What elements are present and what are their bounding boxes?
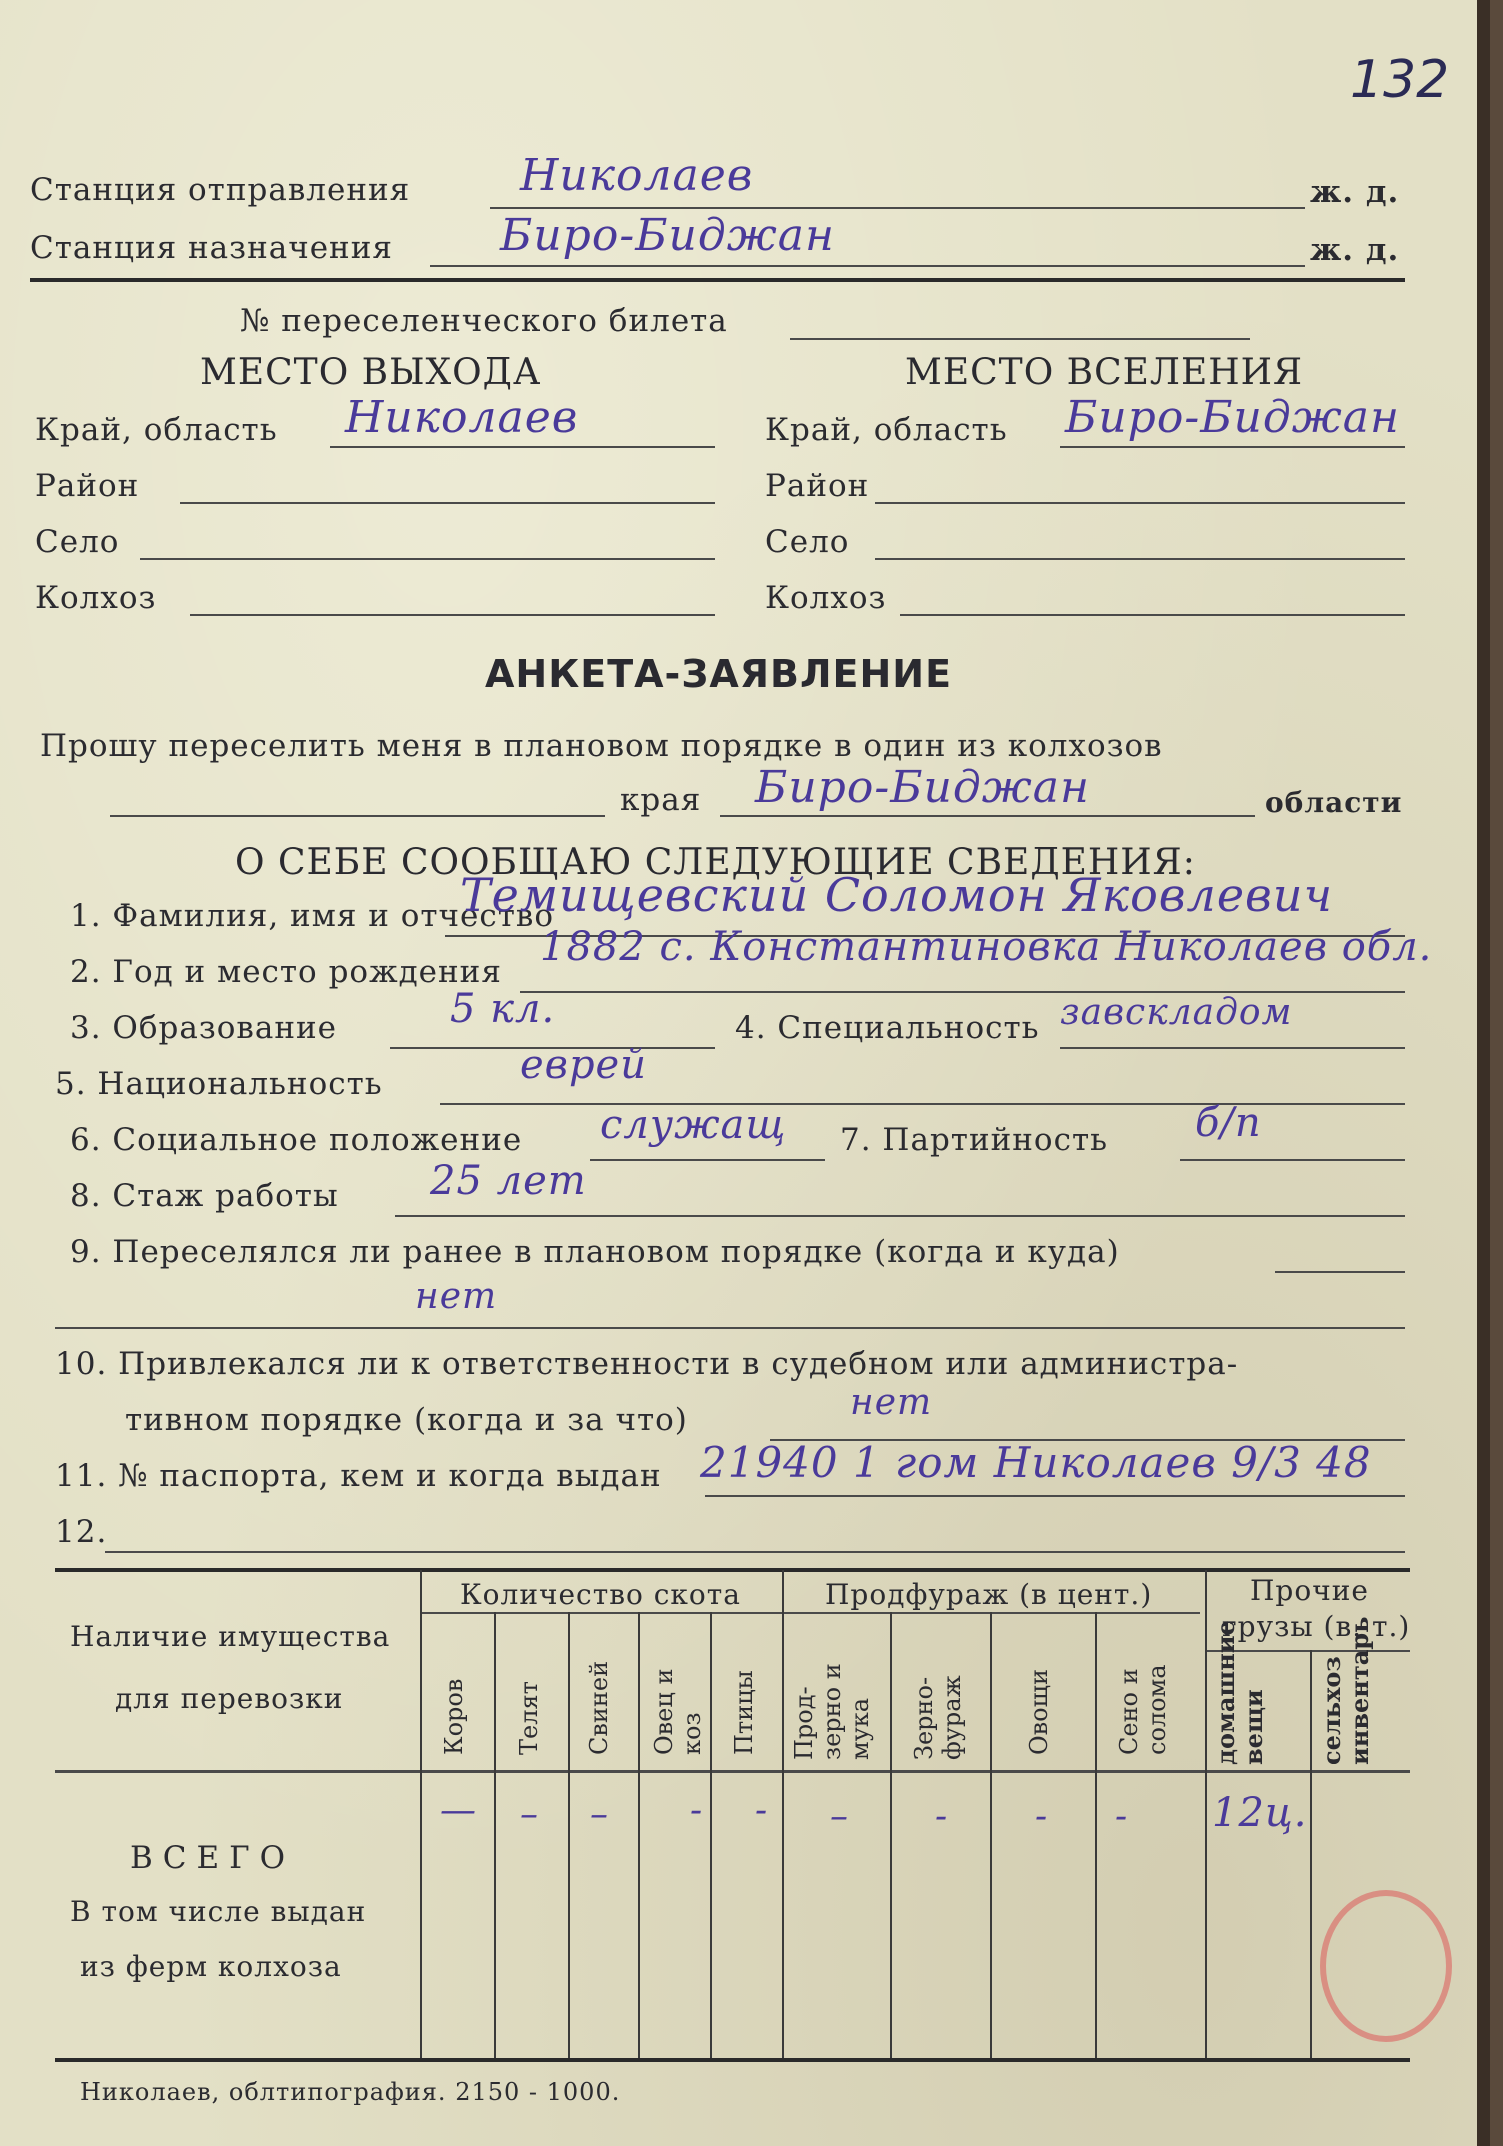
table-group-other-2: грузы (в. т.) <box>1222 1610 1411 1643</box>
field-3-value: 5 кл. <box>450 986 556 1032</box>
kray-label: края <box>620 782 702 818</box>
total-hay: - <box>1115 1796 1129 1837</box>
col-sheep-goats: Овец и коз <box>650 1668 706 1755</box>
settle-village-line <box>875 558 1405 560</box>
exit-kolkhoz-label: Колхоз <box>35 580 157 616</box>
col-farm-tools: сельхоз инвентарь <box>1317 1616 1374 1765</box>
destination-value: Биро-Биджан <box>500 210 835 261</box>
ticket-label: № переселенческого билета <box>240 303 728 339</box>
field-7-line <box>1180 1159 1405 1161</box>
total-sheep: - <box>690 1790 704 1831</box>
exit-district-line <box>180 502 715 504</box>
incl-label-1: В том числе выдан <box>70 1895 367 1928</box>
field-12-label: 12. <box>55 1514 108 1550</box>
field-5-label: 5. Национальность <box>55 1066 383 1102</box>
settle-kolkhoz-line <box>900 614 1405 616</box>
departure-rail-suffix: ж. д. <box>1310 174 1400 210</box>
ticket-line <box>790 338 1250 340</box>
total-calves: – <box>520 1794 539 1835</box>
destination-rail-suffix: ж. д. <box>1310 232 1400 268</box>
col-pigs: Свиней <box>585 1660 613 1755</box>
table-group-fodder: Продфураж (в цент.) <box>825 1578 1153 1611</box>
field-4-label: 4. Специальность <box>735 1010 1040 1046</box>
info-heading: О СЕБЕ СООБЩАЮ СЛЕДУЮЩИЕ СВЕДЕНИЯ: <box>235 842 1196 883</box>
destination-line <box>430 265 1305 267</box>
kray-line <box>720 815 1255 817</box>
request-blank-line <box>110 815 605 817</box>
col-hay-straw: Сено и солома <box>1115 1664 1171 1755</box>
field-2-label: 2. Год и место рождения <box>70 954 502 990</box>
header-rule <box>30 278 1405 282</box>
table-bottom-rule <box>55 2058 1410 2062</box>
total-poultry: - <box>755 1790 769 1831</box>
field-11-label: 11. № паспорта, кем и когда выдан <box>55 1458 662 1494</box>
settle-district-label: Район <box>765 468 870 504</box>
col-fodder-grain: Зерно-фураж <box>910 1675 966 1760</box>
table-vline <box>990 1612 992 2058</box>
total-cows: — <box>440 1790 477 1831</box>
field-10-label-1: 10. Привлекался ли к ответственности в судебном или администра- <box>55 1346 1239 1382</box>
oblast-label: области <box>1265 786 1403 819</box>
field-9-value: нет <box>415 1276 498 1317</box>
field-6-value: служащ <box>600 1102 787 1148</box>
field-1-label: 1. Фамилия, имя и отчество <box>70 898 555 934</box>
field-8-line <box>395 1215 1405 1217</box>
departure-line <box>490 207 1305 209</box>
field-10-value: нет <box>850 1382 933 1423</box>
col-household: домашние вещи <box>1211 1620 1268 1765</box>
field-8-value: 25 лет <box>430 1158 587 1204</box>
total-household: 12ц. <box>1212 1790 1308 1836</box>
field-9-line-a <box>1275 1271 1405 1273</box>
field-9-line-b <box>55 1327 1405 1329</box>
exit-village-label: Село <box>35 524 120 560</box>
table-vline <box>638 1612 640 2058</box>
settle-place-heading: МЕСТО ВСЕЛЕНИЯ <box>905 352 1304 393</box>
field-11-value: 21940 1 гом Николаев 9/3 48 <box>700 1438 1372 1487</box>
exit-kolkhoz-line <box>190 614 715 616</box>
departure-value: Николаев <box>520 150 754 201</box>
total-fodder: - <box>935 1796 949 1837</box>
table-vline <box>1205 1570 1207 2058</box>
page-edge <box>1477 0 1490 2146</box>
field-10-label-2: тивном порядке (когда и за что) <box>125 1402 688 1438</box>
field-7-value: б/п <box>1195 1100 1262 1146</box>
col-grain-flour: Прод-зерно и мука <box>790 1663 874 1760</box>
field-11-line <box>705 1495 1405 1497</box>
exit-region-label: Край, область <box>35 412 278 448</box>
settle-region-value: Биро-Биджан <box>1065 392 1400 443</box>
settle-region-label: Край, область <box>765 412 1008 448</box>
table-vline <box>1310 1650 1312 2058</box>
settle-village-label: Село <box>765 524 850 560</box>
table-vline <box>1095 1612 1097 2058</box>
table-row-header-2: для перевозки <box>115 1682 344 1715</box>
table-row-header-1: Наличие имущества <box>70 1620 391 1653</box>
form-title: АНКЕТА-ЗАЯВЛЕНИЕ <box>485 652 953 696</box>
total-grain: – <box>830 1796 849 1837</box>
settle-kolkhoz-label: Колхоз <box>765 580 887 616</box>
table-vline <box>890 1612 892 2058</box>
field-12-line <box>105 1551 1405 1553</box>
table-vline <box>494 1612 496 2058</box>
request-text: Прошу переселить меня в плановом порядке в один из колхозов <box>40 728 1163 764</box>
table-vline <box>782 1570 784 2058</box>
exit-region-value: Николаев <box>345 392 579 443</box>
red-stamp-mark <box>1320 1890 1452 2042</box>
kray-value: Биро-Биджан <box>755 762 1090 813</box>
exit-region-line <box>330 446 715 448</box>
total-label: ВСЕГО <box>130 1840 296 1876</box>
field-2-value: 1882 с. Константиновка Николаев обл. <box>540 924 1433 970</box>
field-3-label: 3. Образование <box>70 1010 338 1046</box>
total-vegetables: - <box>1035 1796 1049 1837</box>
field-5-value: еврей <box>520 1042 647 1088</box>
col-cows: Коров <box>440 1678 468 1755</box>
col-vegetables: Овощи <box>1025 1669 1053 1755</box>
table-group-line <box>420 1612 1200 1614</box>
field-9-label: 9. Переселялся ли ранее в плановом порядке (когда и куда) <box>70 1234 1120 1270</box>
incl-label-2: из ферм колхоза <box>80 1950 342 1983</box>
col-calves: Телят <box>515 1681 543 1755</box>
col-poultry: Птицы <box>730 1670 758 1755</box>
field-7-label: 7. Партийность <box>840 1122 1108 1158</box>
exit-district-label: Район <box>35 468 140 504</box>
field-6-line <box>590 1159 825 1161</box>
exit-place-heading: МЕСТО ВЫХОДА <box>200 352 542 393</box>
table-vline <box>568 1612 570 2058</box>
table-group-other-1: Прочие <box>1250 1574 1369 1607</box>
table-vline <box>710 1612 712 2058</box>
field-6-label: 6. Социальное положение <box>70 1122 523 1158</box>
footer-imprint: Николаев, облтипография. 2150 - 1000. <box>80 2078 621 2106</box>
field-4-line <box>1060 1047 1405 1049</box>
table-group-livestock: Количество скота <box>460 1578 741 1611</box>
field-4-value: завскладом <box>1060 992 1293 1033</box>
table-vline <box>420 1570 422 2058</box>
field-8-label: 8. Стаж работы <box>70 1178 339 1214</box>
field-1-value: Темищевский Соломон Яковлевич <box>460 868 1334 922</box>
settle-region-line <box>1060 446 1405 448</box>
destination-label: Станция назначения <box>30 230 393 266</box>
total-pigs: – <box>590 1794 609 1835</box>
settle-district-line <box>875 502 1405 504</box>
exit-village-line <box>140 558 715 560</box>
departure-label: Станция отправления <box>30 172 411 208</box>
page-number: 132 <box>1350 50 1450 110</box>
